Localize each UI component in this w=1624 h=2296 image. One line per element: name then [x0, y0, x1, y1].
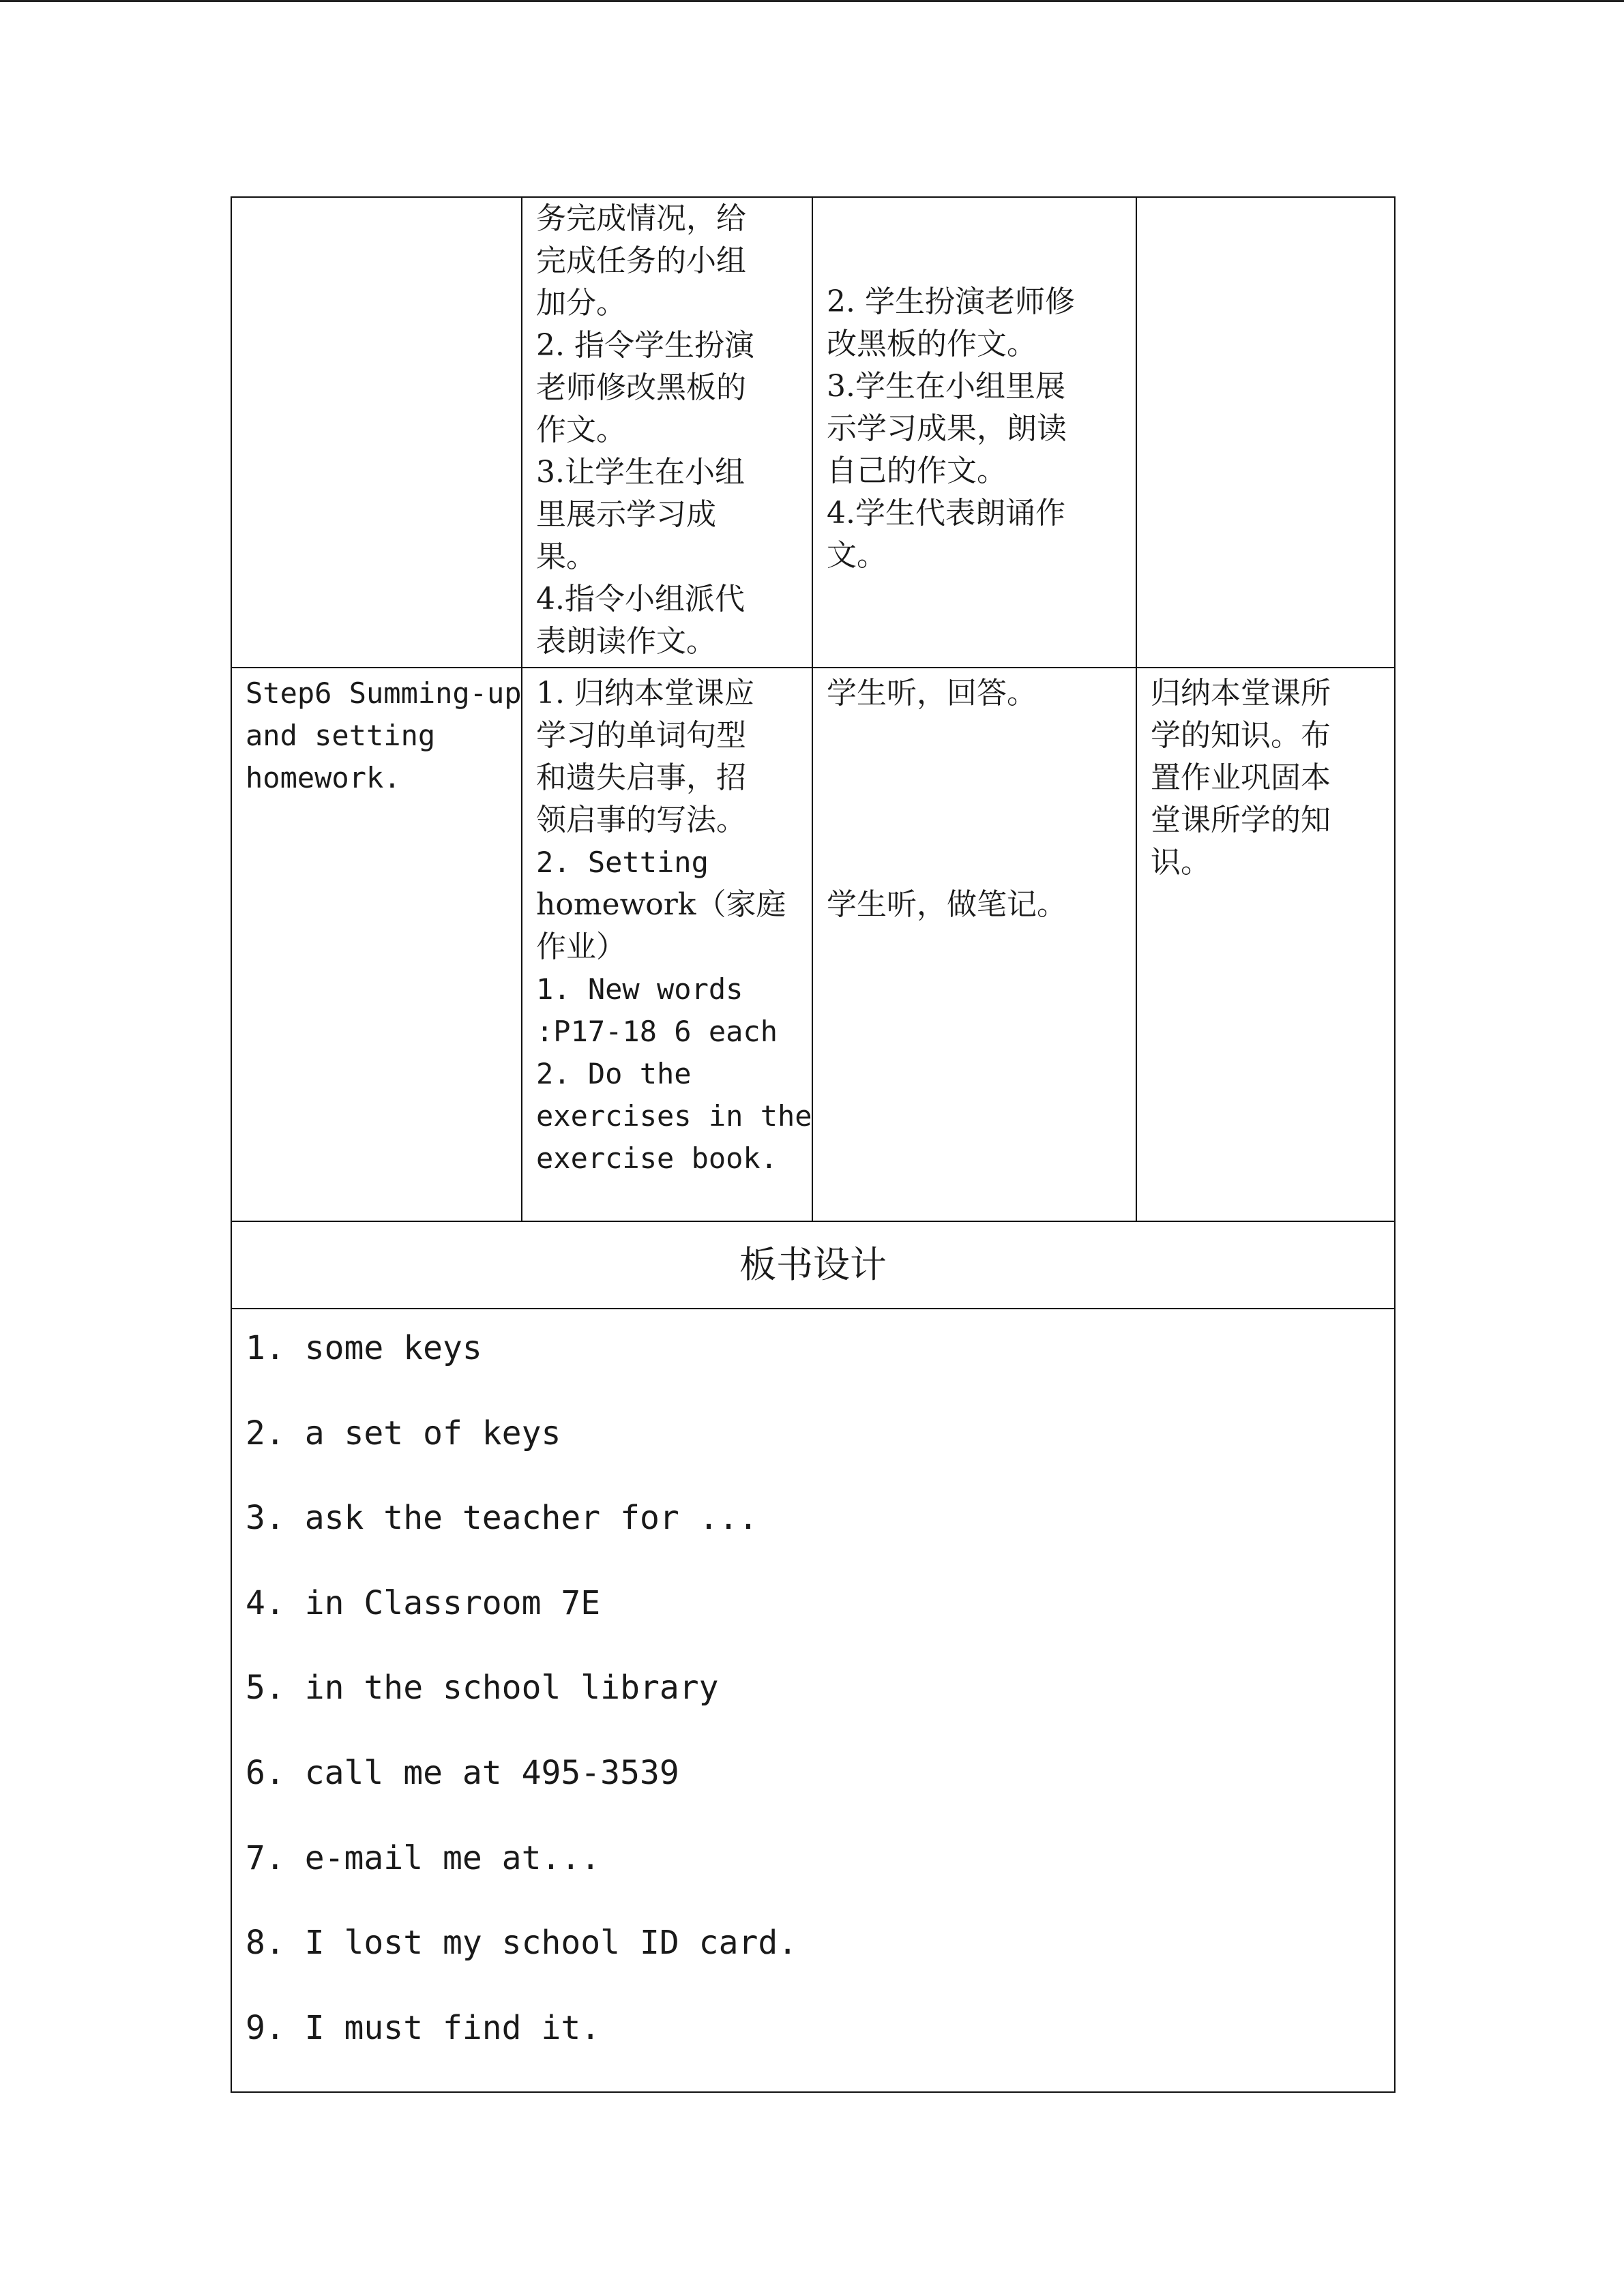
text-line: 2. 指令学生扮演	[536, 328, 754, 363]
text-line: 文。	[827, 538, 887, 573]
text-line: 1. New words	[536, 972, 743, 1006]
text-line: 1. 归纳本堂课应	[536, 676, 754, 711]
board-design-content	[231, 1309, 1395, 2092]
board-item: 3. ask the teacher for ...	[246, 1499, 758, 1538]
text-line: 识。	[1151, 845, 1211, 880]
cell-step-name	[231, 668, 522, 1221]
board-item: 2. a set of keys	[246, 1414, 561, 1452]
text-line: 完成任务的小组	[536, 243, 746, 278]
text-line: 学习的单词句型	[536, 718, 746, 753]
text-line: 作业）	[536, 929, 626, 964]
text-line: 果。	[536, 539, 596, 574]
text-line: 里展示学习成	[536, 497, 716, 532]
text-line: :P17-18 6 each	[536, 1015, 778, 1048]
text-line: 务完成情况，给	[536, 201, 746, 236]
board-item: 5. in the school library	[246, 1669, 719, 1708]
board-item: 1. some keys	[246, 1329, 482, 1367]
cell-teacher-activity	[522, 197, 812, 668]
text-line: 2. Do the	[536, 1057, 692, 1090]
text-line: 4.指令小组派代	[536, 582, 745, 616]
text-line: 2. Setting	[536, 846, 709, 879]
text-line: 3.让学生在小组	[536, 455, 745, 490]
cell-step-empty	[231, 197, 522, 668]
text-line: 作文。	[536, 413, 626, 447]
text-line: 学生听，做笔记。	[827, 887, 1067, 922]
table-row-board-title	[231, 1221, 1395, 1309]
text-line: exercise book.	[536, 1142, 778, 1175]
text-line: 表朗读作文。	[536, 624, 716, 659]
cell-teacher-activity	[522, 668, 812, 1221]
text-line: 示学习成果，朗读	[827, 411, 1067, 446]
text-line: exercises in the	[536, 1099, 812, 1133]
lesson-plan-table	[231, 196, 1396, 2093]
text-line: 学的知识。布	[1151, 718, 1331, 753]
board-design-title: 板书设计	[231, 1221, 1395, 1309]
text-line: 加分。	[536, 286, 626, 320]
text-line: and setting	[246, 719, 436, 752]
board-item: 8. I lost my school ID card.	[246, 1924, 798, 1963]
board-item: 6. call me at 495-3539	[246, 1753, 679, 1792]
text-line: 堂课所学的知	[1151, 803, 1331, 837]
text-line: 置作业巩固本	[1151, 760, 1331, 795]
text-line: 改黑板的作文。	[827, 327, 1037, 361]
board-item: 9. I must find it.	[246, 2008, 601, 2047]
text-line: homework（家庭	[536, 887, 786, 922]
text-line: homework.	[246, 761, 401, 794]
text-line: 和遗失启事，招	[536, 760, 746, 795]
board-item: 4. in Classroom 7E	[246, 1583, 601, 1622]
text-line: 4.学生代表朗诵作	[827, 496, 1065, 531]
board-item: 7. e-mail me at...	[246, 1838, 601, 1877]
cell-student-activity	[812, 668, 1136, 1221]
text-line: 归纳本堂课所	[1151, 676, 1331, 711]
cell-purpose-empty	[1136, 197, 1395, 668]
table-row-continued	[231, 197, 1395, 668]
text-line: 老师修改黑板的	[536, 370, 746, 405]
text-line: 自己的作文。	[827, 453, 1007, 488]
cell-purpose	[1136, 668, 1395, 1221]
text-line: 学生听，回答。	[827, 676, 1037, 711]
text-line: 2. 学生扮演老师修	[827, 284, 1075, 319]
page-top-border	[0, 0, 1624, 2]
cell-student-activity	[812, 197, 1136, 668]
text-line: Step6 Summing-up	[246, 676, 522, 710]
text-line: 领启事的写法。	[536, 803, 746, 837]
table-row-step6	[231, 668, 1395, 1221]
text-line: 3.学生在小组里展	[827, 369, 1065, 404]
table-row-board-content	[231, 1309, 1395, 2092]
